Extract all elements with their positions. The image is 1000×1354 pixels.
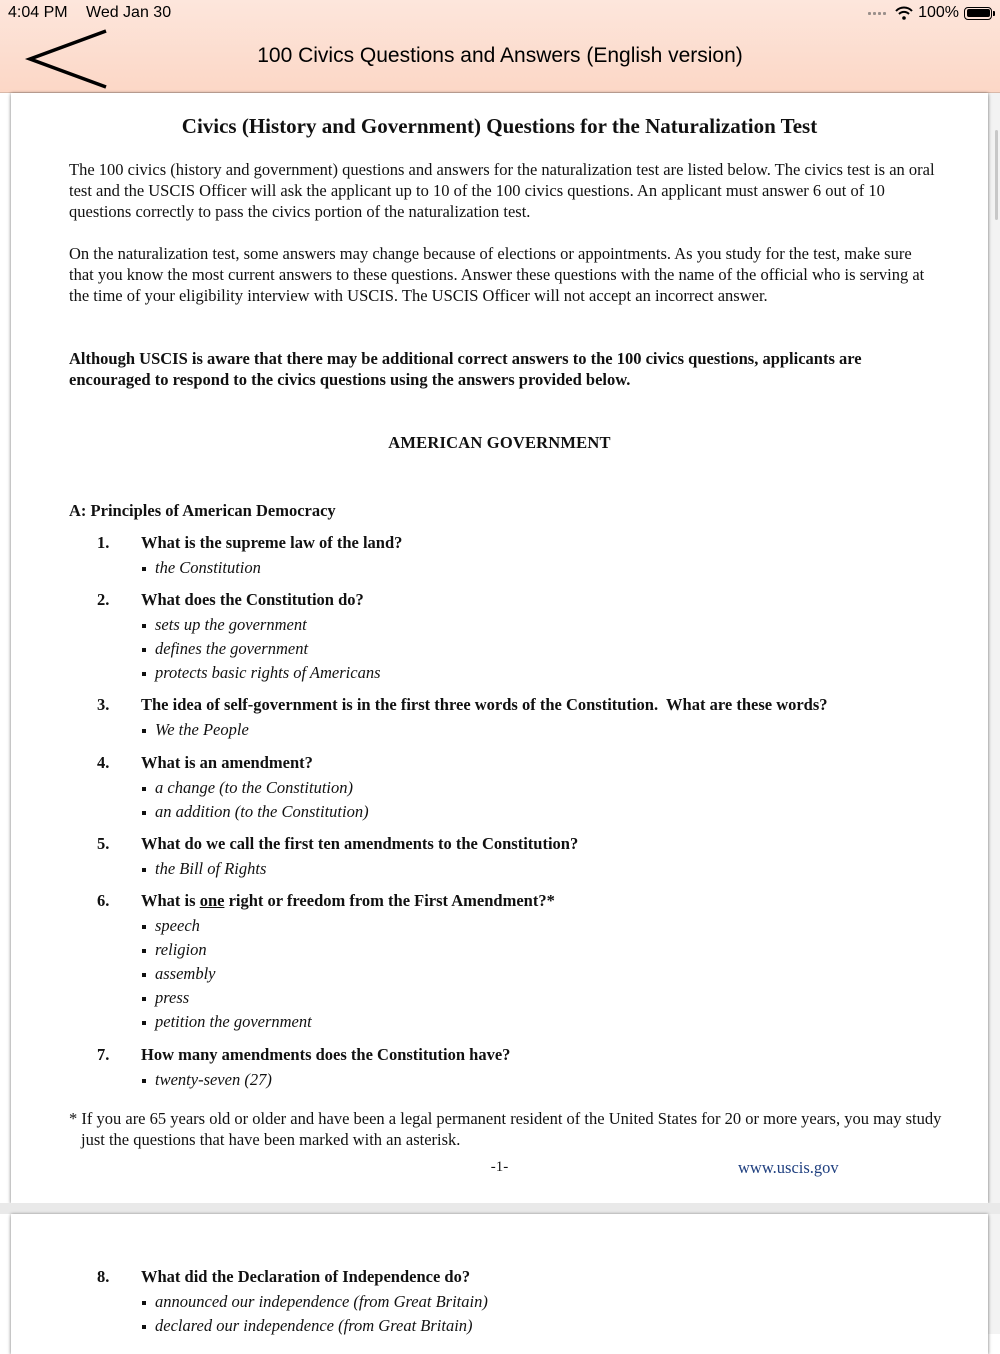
question-3 xyxy=(97,694,957,742)
website-link[interactable]: www.uscis.gov xyxy=(738,1158,839,1177)
answer-item: the Bill of Rights xyxy=(141,857,957,881)
question-number: 2. xyxy=(97,590,110,609)
navigation-bar xyxy=(0,0,1000,93)
battery-percent: 100% xyxy=(918,4,959,21)
question-text: What is an amendment? xyxy=(141,753,313,772)
answer-item: declared our independence (from Great Britain) xyxy=(141,1314,957,1338)
answer-item: We the People xyxy=(141,718,957,742)
answer-item: defines the government xyxy=(141,637,957,661)
answer-item: sets up the government xyxy=(141,613,957,637)
pdf-page-2[interactable] xyxy=(11,1214,988,1354)
question-text: What do we call the first ten amendments to the Constitution? xyxy=(141,834,579,853)
intro-paragraph-1: The 100 civics (history and government) questions and answers for the naturalization test are listed below. The civics test is an oral test and the USCIS Officer will ask the applicant up to 10 of the 100 civics questions. An applicant must answer 6 out of 10 questions correctly to pass the civics portion of the naturalization test. xyxy=(69,160,935,221)
question-1 xyxy=(97,532,957,580)
answer-item: an addition (to the Constitution) xyxy=(141,800,957,824)
pdf-page-1[interactable] xyxy=(11,93,988,1203)
question-text: What did the Declaration of Independence do? xyxy=(141,1267,471,1286)
wifi-icon xyxy=(895,6,913,20)
question-7 xyxy=(97,1044,957,1092)
question-number: 8. xyxy=(97,1267,110,1286)
question-number: 5. xyxy=(97,834,110,853)
question-number: 6. xyxy=(97,891,110,910)
section-heading: AMERICAN GOVERNMENT xyxy=(388,433,611,452)
answer-item: assembly xyxy=(141,962,957,986)
page-number: -1- xyxy=(490,1159,509,1175)
question-6 xyxy=(97,890,957,1034)
status-date: Wed Jan 30 xyxy=(86,4,172,21)
question-text: What is the supreme law of the land? xyxy=(141,533,403,552)
subsection-heading: A: Principles of American Democracy xyxy=(69,501,336,520)
answer-item: a change (to the Constitution) xyxy=(141,776,957,800)
question-text: How many amendments does the Constitution have? xyxy=(141,1045,511,1064)
question-number: 3. xyxy=(97,695,110,714)
scroll-indicator[interactable] xyxy=(995,130,998,220)
answer-item: the Constitution xyxy=(141,556,957,580)
question-number: 7. xyxy=(97,1045,110,1064)
nav-title: 100 Civics Questions and Answers (English version) xyxy=(257,44,743,67)
question-5 xyxy=(97,833,957,881)
question-8 xyxy=(97,1266,957,1338)
question-text: The idea of self-government is in the first three words of the Constitution. What are these words? xyxy=(141,695,828,714)
footnote: * If you are 65 years old or older and have been a legal permanent resident of the United States for 20 or more years, you may study just the questions that have been marked with an asterisk. xyxy=(69,1109,942,1149)
question-text: What is one right or freedom from the First Amendment?* xyxy=(141,891,555,910)
intro-paragraph-3: Although USCIS is aware that there may be additional correct answers to the 100 civics questions, applicants are encouraged to respond to the civics questions using the answers provided below. xyxy=(69,349,862,389)
question-2 xyxy=(97,589,957,685)
status-indicators xyxy=(868,4,992,22)
answer-item: twenty-seven (27) xyxy=(141,1068,957,1092)
answer-item: announced our independence (from Great Britain) xyxy=(141,1290,957,1314)
answer-item: speech xyxy=(141,914,957,938)
emphasis-underline: one xyxy=(199,891,225,910)
viewer-edge xyxy=(988,93,1000,1334)
battery-icon xyxy=(964,7,992,20)
page-gap xyxy=(0,1203,1000,1214)
answer-item: religion xyxy=(141,938,957,962)
question-4 xyxy=(97,752,957,824)
intro-paragraph-2: On the naturalization test, some answers may change because of elections or appointments. As you study for the test, make sure that you know the most current answers to these questions. Answer these questions with the name of the official who is serving at the time of your eligibility interview with USCIS. The USCIS Officer will not accept an incorrect answer. xyxy=(69,244,925,305)
status-time: 4:04 PM xyxy=(8,4,68,21)
answer-item: petition the government xyxy=(141,1010,957,1034)
cellular-signal-icon xyxy=(868,12,886,15)
answer-item: protects basic rights of Americans xyxy=(141,661,957,685)
question-number: 4. xyxy=(97,753,110,772)
document-title: Civics (History and Government) Questions for the Naturalization Test xyxy=(181,114,818,138)
question-text: What does the Constitution do? xyxy=(141,590,364,609)
answer-item: press xyxy=(141,986,957,1010)
status-bar xyxy=(0,0,1000,26)
question-number: 1. xyxy=(97,533,110,552)
